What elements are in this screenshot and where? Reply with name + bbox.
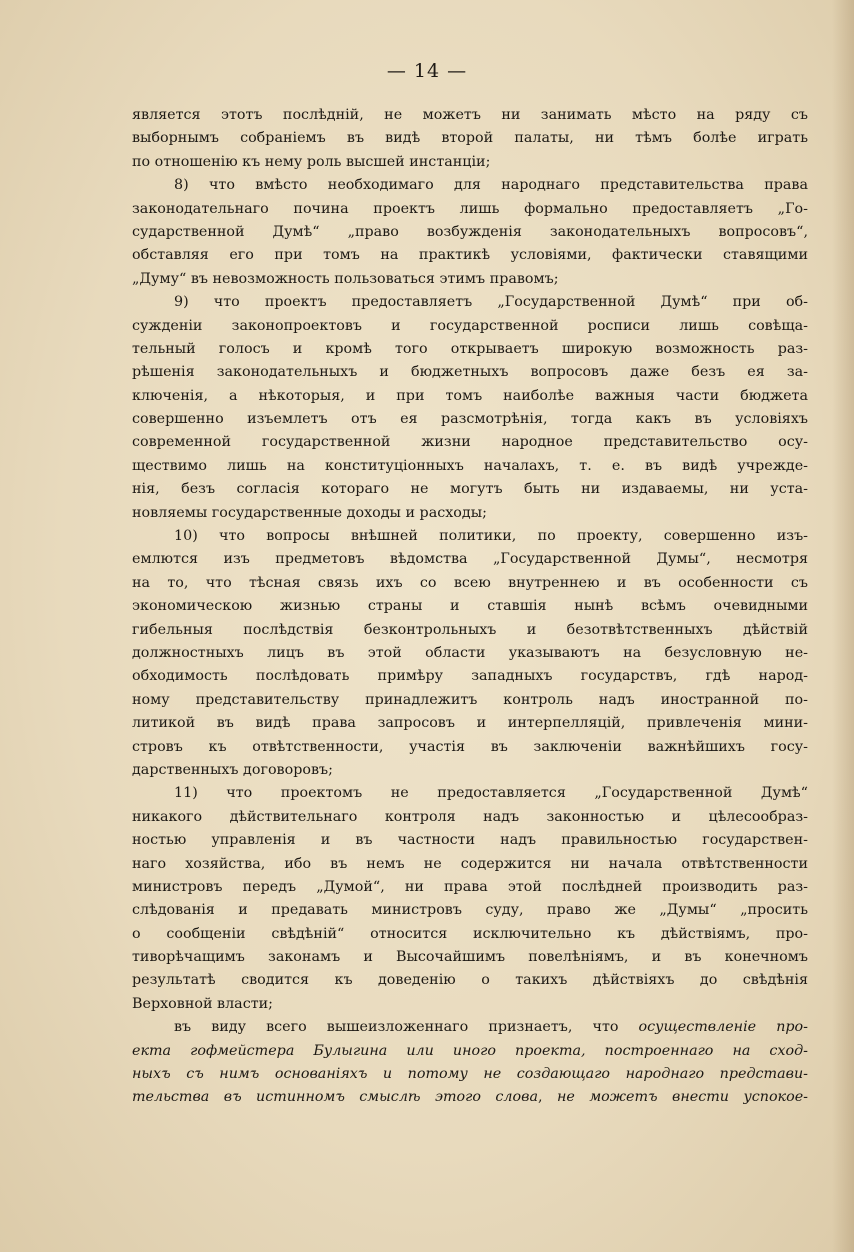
text-line: сужденіи законопроектовъ и государственной росписи лишь совѣща- (132, 317, 808, 334)
page-number: — 14 — (386, 60, 468, 82)
text-line: литикой въ видѣ права запросовъ и интерпелляцій, привлеченія мини- (132, 715, 808, 732)
body-text (132, 104, 808, 1110)
text-line: ностью управленія и въ частности надъ правильностью государствен- (132, 832, 808, 849)
text-line: обходимость послѣдовать примѣру западныхъ государствъ, гдѣ народ- (132, 668, 808, 685)
closing-line-1-normal: въ виду всего вышеизложеннаго признаетъ, что (174, 1019, 639, 1036)
closing-line-2: екта гофмейстера Булыгина или иного проекта, построеннаго на сход- (132, 1042, 808, 1059)
text-line: „Думу“ въ невозможность пользоваться этимъ правомъ; (132, 270, 559, 287)
text-line: наго хозяйства, ибо въ немъ не содержится ни начала отвѣтственности (132, 855, 808, 872)
text-line: гибельныя послѣдствія безконтрольныхъ и безотвѣтственныхъ дѣйствій (132, 621, 808, 638)
text-line: по отношенію къ нему роль высшей инстанціи; (132, 153, 491, 170)
closing-line-4-italic-a: тельства въ истинномъ смыслѣ этого слова (132, 1089, 538, 1106)
text-line: слѣдованія и предавать министровъ суду, право же „Думы“ „просить (132, 902, 808, 919)
closing-line-4-italic-b: не можетъ внести успокое- (557, 1089, 808, 1106)
text-line: министровъ передъ „Думой“, ни права этой послѣдней производить раз- (132, 878, 808, 895)
text-line: результатѣ сводится къ доведенію о такихъ дѣйствіяхъ до свѣдѣнія (132, 972, 808, 989)
text-line: тельный голосъ и кромѣ того открываетъ широкую возможность раз- (132, 340, 808, 357)
text-line: о сообщеніи свѣдѣній“ относится исключительно къ дѣйствіямъ, про- (132, 925, 808, 942)
text-line: рѣшенія законодательныхъ и бюджетныхъ вопросовъ даже безъ ея за- (132, 364, 808, 381)
text-line: тиворѣчащимъ законамъ и Высочайшимъ повелѣніямъ, и въ конечномъ (132, 949, 808, 966)
text-line: емлются изъ предметовъ вѣдомства „Государственной Думы“, несмотря (132, 551, 808, 568)
text-line: новляемы государственные доходы и расходы; (132, 504, 487, 521)
text-line: нія, безъ согласія котораго не могутъ быть ни издаваемы, ни уста- (132, 481, 808, 498)
text-line: 8) что вмѣсто необходимаго для народнаго представительства права (174, 177, 808, 194)
text-line: должностныхъ лицъ въ этой области указываютъ на безусловную не- (132, 644, 808, 661)
text-line: обставляя его при томъ на практикѣ условіями, фактически ставящими (132, 247, 808, 264)
text-line: экономическою жизнью страны и ставшія нынѣ всѣмъ очевидными (132, 598, 808, 615)
text-line: ключенія, а нѣкоторыя, и при томъ наиболѣе важныя части бюджета (132, 387, 808, 404)
page-edge-shadow (832, 0, 854, 1252)
closing-line-4-normal: , (538, 1089, 557, 1106)
text-line: ному представительству принадлежитъ контроль надъ иностранной по- (132, 691, 808, 708)
text-line: Верховной власти; (132, 995, 273, 1012)
text-line: сударственной Думѣ“ „право возбужденія законодательныхъ вопросовъ“, (132, 223, 808, 240)
text-line: выборнымъ собраніемъ въ видѣ второй палаты, ни тѣмъ болѣе играть (132, 130, 808, 147)
text-line: 11) что проектомъ не предоставляется „Государственной Думѣ“ (174, 785, 808, 802)
text-line: законодательнаго почина проектъ лишь формально предоставляетъ „Го- (132, 200, 808, 217)
text-line: является этотъ послѣдній, не можетъ ни занимать мѣсто на ряду съ (132, 107, 808, 123)
text-line: 10) что вопросы внѣшней политики, по проекту, совершенно изъ- (174, 528, 808, 545)
closing-line-3: ныхъ съ нимъ основаніяхъ и потому не создающаго народнаго представи- (132, 1066, 808, 1083)
text-line: 9) что проектъ предоставляетъ „Государственной Думѣ“ при об- (174, 294, 808, 311)
closing-line-1-italic: осуществленіе про- (638, 1019, 808, 1036)
closing-line-4 (132, 1086, 808, 1109)
text-line: дарственныхъ договоровъ; (132, 761, 333, 778)
text-line: ществимо лишь на конституціонныхъ началахъ, т. е. въ видѣ учрежде- (132, 457, 808, 474)
text-line: никакого дѣйствительнаго контроля надъ законностью и цѣлесообраз- (132, 808, 808, 825)
text-line: современной государственной жизни народное представительство осу- (132, 434, 808, 451)
text-line: стровъ къ отвѣтственности, участія въ заключеніи важнѣйшихъ госу- (132, 738, 808, 755)
text-line: совершенно изъемлетъ отъ ея разсмотрѣнія, тогда какъ въ условіяхъ (132, 411, 808, 428)
text-line: на то, что тѣсная связь ихъ со всею внутреннею и въ особенности съ (132, 574, 808, 591)
closing-line-1 (132, 1016, 808, 1039)
